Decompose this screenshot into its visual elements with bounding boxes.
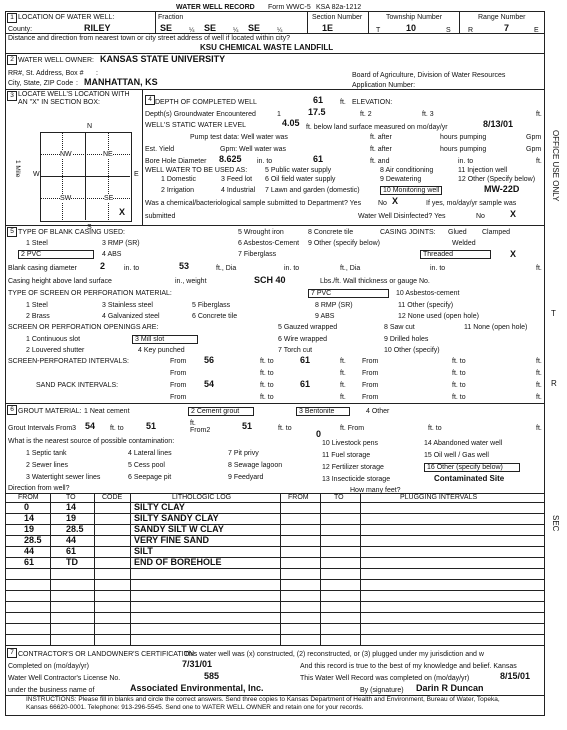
use-public-supply[interactable]: 5 Public water supply (265, 167, 332, 174)
log-row-divider (5, 557, 544, 558)
pack-intervals-label: SAND PACK INTERVALS: (36, 382, 119, 389)
perf-ft-3: ft. (340, 370, 346, 377)
groundwater-value: 17.5 (308, 107, 326, 117)
contam-oil-gas[interactable]: 15 Oil well / Gas well (424, 452, 489, 459)
use-other[interactable]: 12 Other (Specify below) (458, 176, 536, 183)
direction-label: Direction from well? (8, 485, 70, 492)
monitoring-well-id: MW-22D (484, 184, 520, 194)
locate-label-2: AN "X" IN SECTION BOX: (18, 99, 100, 106)
casing-depth: 53 (179, 261, 190, 271)
disinfect-label: Water Well Disinfected? Yes (358, 213, 446, 220)
casing-joints-label: CASING JOINTS: (380, 229, 436, 236)
grout-to-label-2: ft. to (278, 425, 292, 432)
pack-from-label-3: From (170, 394, 187, 401)
screen-rmp[interactable]: 8 RMP (SR) (315, 302, 353, 309)
opening-louvered[interactable]: 2 Louvered shutter (26, 347, 85, 354)
grout-cement-grout[interactable]: 2 Cement grout (188, 407, 254, 416)
owner-name: KANSAS STATE UNIVERSITY (100, 54, 226, 64)
use-monitoring-well[interactable]: 10 Monitoring well (380, 186, 442, 195)
bore-and: ft. and (370, 158, 390, 165)
grout-intervals-label: Grout Intervals From3 (8, 425, 77, 432)
log-row-divider (5, 524, 544, 525)
log-row-divider (5, 623, 544, 624)
chem-tail-label: If yes, mo/day/yr sample was (426, 200, 517, 207)
static-value: 4.05 (282, 118, 300, 128)
use-oil-field[interactable]: 6 Oil field water supply (265, 176, 336, 183)
grout-from: 54 (85, 421, 96, 431)
casing-fiberglass[interactable]: 7 Fiberglass (238, 251, 277, 258)
grout-from2-label: ft. From2 (190, 420, 211, 435)
township-value: 10 (406, 23, 417, 33)
log-row-divider (5, 535, 544, 536)
grout-other[interactable]: 4 Other (366, 408, 390, 415)
opening-saw-cut[interactable]: 8 Saw cut (384, 324, 415, 331)
pump-test-label: Pump test data: Well water was (190, 134, 288, 141)
perf-ft-end: ft. (536, 358, 542, 365)
submitted-label: submitted (145, 213, 176, 220)
disinfect-no-label[interactable]: No (476, 213, 485, 220)
office-use-only: OFFICE USE ONLY (551, 130, 560, 202)
bore-value: 8.625 (219, 154, 242, 164)
section-value: 1E (322, 23, 334, 33)
grout-to-label: ft. to (110, 425, 124, 432)
use-injection-well[interactable]: 11 Injection well (458, 167, 508, 174)
log-description: SILTY CLAY (134, 502, 185, 512)
owner-label: WATER WELL OWNER: (18, 57, 94, 64)
static-desc: ft. below land surface measured on mo/day/yr (306, 124, 448, 131)
perf-from: 56 (204, 355, 215, 365)
opening-other[interactable]: 10 Other (specify) (384, 347, 440, 354)
license-label: Water Well Contractor's License No. (8, 675, 121, 682)
section-label: Section Number (312, 14, 363, 21)
casing-wrought-iron[interactable]: 5 Wrought iron (238, 229, 284, 236)
screen-asbestos[interactable]: 10 Asbestos-cement (396, 290, 460, 297)
contam-cess-pool[interactable]: 5 Cess pool (128, 462, 165, 469)
pack-ft: ft. (340, 382, 346, 389)
casing-rmp[interactable]: 3 RMP (SR) (102, 240, 140, 247)
est-gpm-label: Gpm: Well water was (220, 146, 286, 153)
instructions-2: Kansas 66620-0001. Telephone: 913-296-5545. Send one to WATER WELL OWNER and retain one for your records. (26, 704, 364, 711)
distance-label: Distance and direction from nearest town or city street address of well if located within city? (8, 35, 291, 42)
cert-label: CONTRACTOR'S OR LANDOWNER'S CERTIFICATION: (18, 651, 197, 658)
township-prefix: T (376, 27, 381, 34)
casing-lbs-label: Lbs./ft. Wall thickness or gauge No. (320, 278, 430, 285)
log-description: SILT (134, 546, 153, 556)
pump-hours-1: hours pumping (440, 134, 487, 141)
opening-key-punched[interactable]: 4 Key punched (138, 347, 185, 354)
grout-zero: 0 (316, 429, 322, 439)
screen-galvanized[interactable]: 4 Galvanized steel (102, 313, 160, 320)
section-number-7: 7 (7, 648, 17, 658)
depth-value: 61 (313, 95, 324, 105)
section-number-6: 6 (7, 405, 17, 415)
log-from: 61 (24, 557, 35, 567)
screen-abs[interactable]: 9 ABS (315, 313, 335, 320)
joint-glued[interactable]: Glued (448, 229, 467, 236)
grout-ft-end: ft. (536, 425, 542, 432)
log-from: 44 (24, 546, 35, 556)
township-label: Township Number (386, 14, 443, 21)
joint-welded[interactable]: Welded (452, 240, 476, 247)
south-label: S (87, 224, 92, 231)
contam-value: Contaminated Site (434, 474, 505, 483)
log-from: 19 (24, 524, 35, 534)
city-colon: : (76, 80, 78, 87)
disinfect-no-x: X (510, 209, 517, 219)
perf-from-label: From (170, 358, 187, 365)
log-row-divider (5, 513, 544, 514)
how-many-feet-label: How many feet? (350, 487, 401, 494)
est-yield-label: Est. Yield (145, 146, 175, 153)
casing-diameter: 2 (100, 261, 106, 271)
pack-to-label-2: ft. to (452, 382, 466, 389)
opening-gauzed[interactable]: 5 Gauzed wrapped (278, 324, 338, 331)
contam-seepage[interactable]: 6 Seepage pit (128, 474, 172, 481)
joint-clamped[interactable]: Clamped (482, 229, 511, 236)
log-from: 14 (24, 513, 35, 523)
se-label: SE (104, 195, 114, 202)
use-irrigation[interactable]: 2 Irrigation (161, 187, 195, 194)
pack-ft-3: ft. (340, 394, 346, 401)
range-value: 7 (504, 23, 510, 33)
fraction-label: Fraction (158, 14, 184, 21)
perf-ft-from: ft. (340, 358, 346, 365)
record-completed-label: This Water Well Record was completed on (mo/day/yr) (300, 675, 470, 682)
groundwater-ft: ft. (536, 111, 542, 118)
casing-in-to: in. to (124, 265, 140, 272)
log-description: SILTY SANDY CLAY (134, 513, 219, 523)
contam-lagoon[interactable]: 8 Sewage lagoon (228, 462, 283, 469)
groundwater-label: Depth(s) Groundwater Encountered (145, 111, 256, 118)
screen-pvc[interactable]: 7 PVC (308, 289, 389, 298)
contam-fertilizer[interactable]: 12 Fertilizer storage (322, 464, 384, 471)
margin-t: T (551, 309, 556, 318)
pack-from-label: From (170, 382, 187, 389)
fraction-2: SE (204, 23, 217, 33)
chem-no-x: X (392, 196, 399, 206)
openings-label: SCREEN OR PERFORATION OPENINGS ARE: (8, 324, 159, 331)
opening-torch-cut[interactable]: 7 Torch cut (278, 347, 313, 354)
chem-sample-label: Was a chemical/bacteriological sample submitted to Department? Yes (145, 200, 362, 207)
section-number-3: 3 (7, 91, 17, 101)
application-label: Application Number: (352, 82, 416, 89)
margin-sec: SEC (551, 515, 560, 532)
grout-neat-cement[interactable]: 1 Neat cement (84, 408, 130, 415)
screen-brass[interactable]: 2 Brass (26, 313, 50, 320)
rr-colon: : (96, 70, 98, 77)
groundwater-2: ft. 2 (360, 111, 372, 118)
bore-to: in. to (257, 158, 273, 165)
pack-from-label-4: From (362, 394, 379, 401)
casing-ft-end: ft. (536, 265, 542, 272)
elevation-label: ELEVATION: (352, 99, 393, 106)
margin-r: R (551, 379, 557, 388)
static-date: 8/13/01 (483, 119, 514, 129)
cert-text: This water well was (x) constructed, (2) reconstructed, or (3) plugged under my jurisdiction and w (184, 651, 484, 658)
true-record-text: And this record is true to the best of my knowledge and belief. Kansas (300, 663, 517, 670)
log-row-divider (5, 568, 544, 569)
groundwater-3: ft. 3 (422, 111, 434, 118)
perf-to-label-4: ft. to (452, 370, 466, 377)
screen-concrete[interactable]: 6 Concrete tile (192, 313, 238, 320)
fraction-1: SE (160, 23, 173, 33)
log-row-divider (5, 634, 544, 635)
license-number: 585 (204, 671, 220, 681)
perf-from-label-4: From (362, 370, 379, 377)
screen-other[interactable]: 11 Other (specify) (398, 302, 454, 309)
range-suffix: E (534, 27, 539, 34)
screen-stainless[interactable]: 3 Stainless steel (102, 302, 153, 309)
perf-ft-4: ft. (536, 370, 542, 377)
contam-insecticide[interactable]: 13 Insecticide storage (322, 476, 391, 483)
screen-none[interactable]: 12 None used (open hole) (398, 313, 479, 320)
quarter-mark-3: ¼ (277, 27, 283, 34)
contam-watertight[interactable]: 3 Watertight sewer lines (26, 474, 101, 481)
casing-label: TYPE OF BLANK CASING USED: (18, 229, 125, 236)
contam-feedyard[interactable]: 9 Feedyard (228, 474, 264, 481)
screen-steel[interactable]: 1 Steel (26, 302, 48, 309)
casing-ft-dia: ft., Dia (216, 265, 237, 272)
quarter-mark-2: ¼ (233, 27, 239, 34)
pump-hours-2: hours pumping (440, 146, 487, 153)
casing-weight-label: in., weight (175, 278, 207, 285)
range-prefix: R (468, 27, 474, 34)
log-header-lithologic: LITHOLOGIC LOG (172, 494, 232, 501)
quarter-mark-1: ¼ (189, 27, 195, 34)
screen-label: TYPE OF SCREEN OR PERFORATION MATERIAL: (8, 290, 172, 297)
opening-wire-wrapped[interactable]: 6 Wire wrapped (278, 336, 328, 343)
grout-bentonite[interactable]: 3 Bentonite (296, 407, 350, 416)
bore-label: Bore Hole Diameter (145, 158, 207, 165)
log-row-divider (5, 546, 544, 547)
perf-intervals-label: SCREEN-PERFORATED INTERVALS: (8, 358, 129, 365)
casing-asbestos[interactable]: 6 Asbestos-Cement (238, 240, 300, 247)
county-value: RILEY (84, 23, 111, 33)
use-domestic[interactable]: 1 Domestic (161, 176, 197, 183)
use-label: WELL WATER TO BE USED AS: (145, 167, 248, 174)
board-label: Board of Agriculture, Division of Water Resources (352, 72, 506, 79)
groundwater-1: 1 (277, 111, 281, 118)
business-name: Associated Environmental, Inc. (130, 683, 264, 693)
pack-from-label-2: From (362, 382, 379, 389)
city-label: City, State, ZIP Code (8, 80, 74, 87)
pack-to-label-4: ft. to (452, 394, 466, 401)
section-number-4: 4 (145, 95, 155, 105)
bore-depth: 61 (313, 154, 324, 164)
perf-from-label-2: From (362, 358, 379, 365)
contam-fuel[interactable]: 11 Fuel storage (322, 452, 371, 459)
threaded-x: X (510, 249, 517, 259)
range-label: Range Number (478, 14, 526, 21)
nw-label: NW (60, 151, 72, 158)
log-row-divider (5, 590, 544, 591)
depth-label: DEPTH OF COMPLETED WELL (155, 99, 257, 106)
grout-ft-to: ft. to (428, 425, 442, 432)
use-industrial[interactable]: 4 Industrial (221, 187, 256, 194)
section-number-2: 2 (7, 55, 17, 65)
pump-gpm-2: Gpm (526, 146, 542, 153)
contam-pit-privy[interactable]: 7 Pit privy (228, 450, 259, 457)
screen-fiberglass[interactable]: 5 Fiberglass (192, 302, 231, 309)
west-label: W (33, 171, 40, 178)
form-number: Form WWC-5 (268, 4, 311, 11)
static-label: WELL'S STATIC WATER LEVEL (145, 122, 247, 129)
log-row-divider (5, 612, 544, 613)
township-suffix: S (446, 27, 451, 34)
log-to: 14 (66, 502, 77, 512)
perf-to-label: ft. to (260, 358, 274, 365)
distance-value: KSU CHEMICAL WASTE LANDFILL (200, 43, 334, 52)
opening-continuous[interactable]: 1 Continuous slot (26, 336, 81, 343)
perf-to: 61 (300, 355, 311, 365)
pump-gpm-1: Gpm (526, 134, 542, 141)
fraction-3: SE (248, 23, 261, 33)
contam-lateral[interactable]: 4 Lateral lines (128, 450, 172, 457)
ne-label: NE (103, 151, 113, 158)
casing-diameter-label: Blank casing diameter (8, 265, 77, 272)
perf-to-label-3: ft. to (260, 370, 274, 377)
pack-ft-4: ft. (536, 394, 542, 401)
east-label: E (134, 171, 139, 178)
casing-in-to-2: in. to (284, 265, 300, 272)
log-description: VERY FINE SAND (134, 535, 210, 545)
contam-abandoned-well[interactable]: 14 Abandoned water well (424, 440, 503, 447)
casing-height-label: Casing height above land surface (8, 278, 112, 285)
use-air-conditioning[interactable]: 8 Air conditioning (380, 167, 434, 174)
pack-ft-end: ft. (536, 382, 542, 389)
pump-after-1: ft. after (370, 134, 392, 141)
grout-label: GROUT MATERIAL: (18, 408, 82, 415)
locate-label-1: LOCATE WELL'S LOCATION WITH (18, 91, 130, 98)
log-header-to-2: TO (334, 494, 344, 501)
city-value: MANHATTAN, KS (84, 77, 158, 87)
perf-to-label-2: ft. to (452, 358, 466, 365)
casing-concrete-tile[interactable]: 8 Concrete tile (308, 229, 354, 236)
casing-other[interactable]: 9 Other (specify below) (308, 240, 380, 247)
instructions-1: INSTRUCTIONS: Please fill in blanks and circle the correct answers. Send three copies to Kansas Department of Health and Environment, Bureau of Water, Topeka, (26, 696, 500, 703)
bore-in-to: in. to (458, 158, 474, 165)
completed-date: 7/31/01 (182, 659, 213, 669)
log-description: SANDY SILT W CLAY (134, 524, 224, 534)
pack-to-label-3: ft. to (260, 394, 274, 401)
contam-livestock[interactable]: 10 Livestock pens (322, 440, 379, 447)
log-to: 44 (66, 535, 77, 545)
log-header-from: FROM (18, 494, 39, 501)
chem-no-label[interactable]: No (378, 200, 387, 207)
sw-label: SW (60, 195, 72, 202)
grout-to: 51 (146, 421, 157, 431)
grout-ft-from: ft. From (340, 425, 365, 432)
opening-mill-slot[interactable]: 3 Mill slot (132, 335, 198, 344)
signature-value: Darin R Duncan (416, 683, 484, 693)
county-label: County: (8, 26, 33, 33)
north-label: N (87, 123, 93, 130)
section-number-1: 1 (7, 13, 17, 23)
grout-from2: 51 (242, 421, 253, 431)
opening-drilled[interactable]: 9 Drilled holes (384, 336, 429, 343)
section-number-5: 5 (7, 227, 17, 237)
casing-abs[interactable]: 4 ABS (102, 251, 122, 258)
pump-after-2: ft. after (370, 146, 392, 153)
log-from: 28.5 (24, 535, 42, 545)
pack-to-label: ft. to (260, 382, 274, 389)
depth-ft: ft. (340, 99, 346, 106)
joint-threaded[interactable]: Threaded (420, 250, 491, 259)
mile-label: 1 Mile (14, 160, 21, 178)
location-label: LOCATION OF WATER WELL: (18, 14, 115, 21)
log-row-divider (5, 579, 544, 580)
pack-from: 54 (204, 379, 215, 389)
use-dewatering[interactable]: 9 Dewatering (380, 176, 422, 183)
log-from: 0 (24, 502, 30, 512)
use-lawn-garden[interactable]: 7 Lawn and garden (domestic) (265, 187, 360, 194)
casing-in-to-3: in. to (430, 265, 446, 272)
record-completed-date: 8/15/01 (500, 671, 531, 681)
casing-steel[interactable]: 1 Steel (26, 240, 48, 247)
signature-label: By (signature) (360, 687, 404, 694)
casing-schedule: SCH 40 (254, 275, 286, 285)
log-row-divider (5, 601, 544, 602)
ksa-number: KSA 82a-1212 (316, 4, 362, 11)
log-to: 19 (66, 513, 77, 523)
opening-none[interactable]: 11 None (open hole) (464, 324, 528, 331)
contamination-label: What is the nearest source of possible contamination: (8, 438, 175, 445)
completed-label: Completed on (mo/day/yr) (8, 663, 89, 670)
casing-pvc[interactable]: 2 PVC (18, 250, 94, 259)
log-to: 61 (66, 546, 77, 556)
log-description: END OF BOREHOLE (134, 557, 222, 567)
log-header-to: TO (66, 494, 76, 501)
log-to: 28.5 (66, 524, 84, 534)
bore-ft: ft. (536, 158, 542, 165)
log-header-from-2: FROM (288, 494, 309, 501)
log-header-code: CODE (102, 494, 123, 501)
contam-septic[interactable]: 1 Septic tank (26, 450, 67, 457)
rr-label: RR#, St. Address, Box # (8, 70, 84, 77)
use-feed-lot[interactable]: 3 Feed lot (221, 176, 253, 183)
contam-sewer[interactable]: 2 Sewer lines (26, 462, 69, 469)
log-header-plugging: PLUGGING INTERVALS (400, 494, 478, 501)
contam-other[interactable]: 16 Other (specify below) (424, 463, 520, 472)
form-title: WATER WELL RECORD (176, 4, 255, 11)
business-label: under the business name of (8, 687, 95, 694)
well-location-x: X (119, 207, 126, 217)
perf-from-label-3: From (170, 370, 187, 377)
log-to: TD (66, 557, 78, 567)
pack-to: 61 (300, 379, 311, 389)
casing-ft-dia-2: ft., Dia (340, 265, 361, 272)
